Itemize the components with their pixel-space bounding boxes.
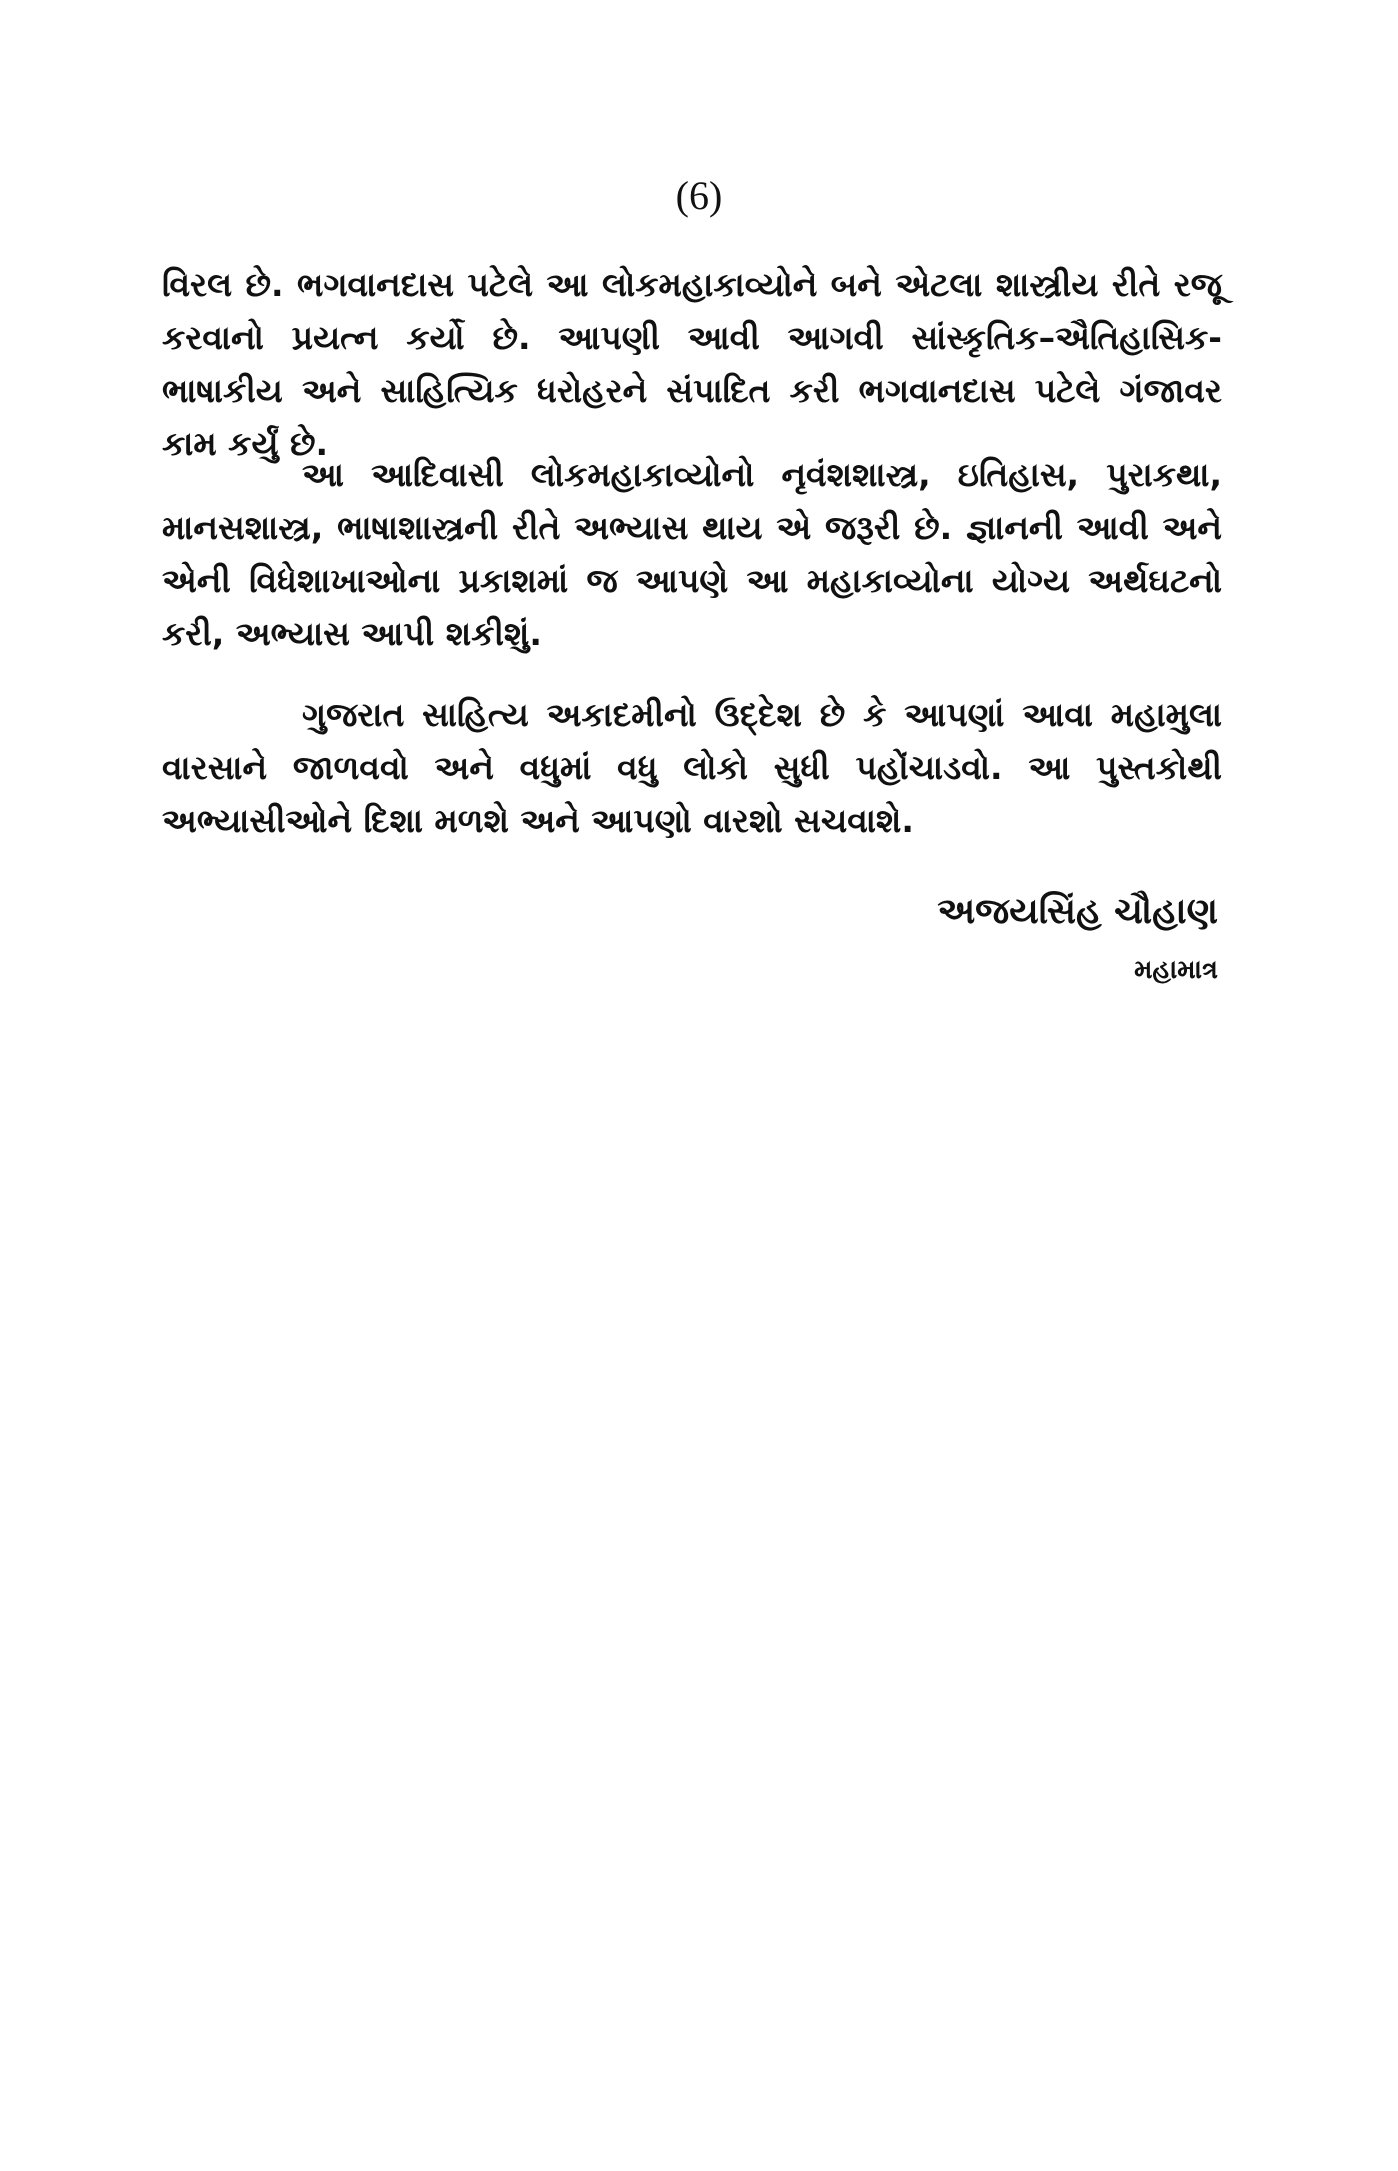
paragraph-3 — [162, 688, 1222, 847]
signature-designation: મહામાત્ર — [1134, 955, 1218, 985]
paragraph-text: આ આદિવાસી લોકમહાકાવ્યોનો નૃવંશશાસ્ત્ર, ઇતિહાસ, પુરાકથા, માનસશાસ્ત્ર, ભાષાશાસ્ત્રની રીતે અભ્યાસ થાય એ જરૂરી છે. જ્ઞાનની આવી અને એની વિધેશાખાઓના પ્રકાશમાં જ આપણે આ મહાકાવ્યોના યોગ્ય અર્થઘટનો કરી, અભ્યાસ આપી શકીશું. — [162, 455, 1222, 653]
paragraph-text: વિરલ છે. ભગવાનદાસ પટેલે આ લોકમહાકાવ્યોને બને એટલા શાસ્ત્રીય રીતે રજૂ કરવાનો પ્રયત્ન કર્યો છે. આપણી આવી આગવી સાંસ્કૃતિક–ઐતિહાસિક-ભાષાકીય અને સાહિત્યિક ધરોહરને સંપાદિત કરી ભગવાનદાસ પટેલે ગંજાવર કામ કર્યું છે. — [162, 265, 1222, 463]
paragraph-1 — [162, 258, 1222, 470]
signature-name: અજયસિંહ ચૌહાણ — [937, 891, 1218, 932]
page-number: (6) — [675, 173, 723, 218]
paragraph-text: ગુજરાત સાહિત્ય અકાદમીનો ઉદ્દેશ છે કે આપણાં આવા મહામુલા વારસાને જાળવવો અને વધુમાં વધુ લોકો સુધી પહોંચાડવો. આ પુસ્તકોથી અભ્યાસીઓને દિશા મળશે અને આપણો વારશો સચવાશે. — [162, 695, 1222, 840]
paragraph-2 — [162, 448, 1222, 660]
